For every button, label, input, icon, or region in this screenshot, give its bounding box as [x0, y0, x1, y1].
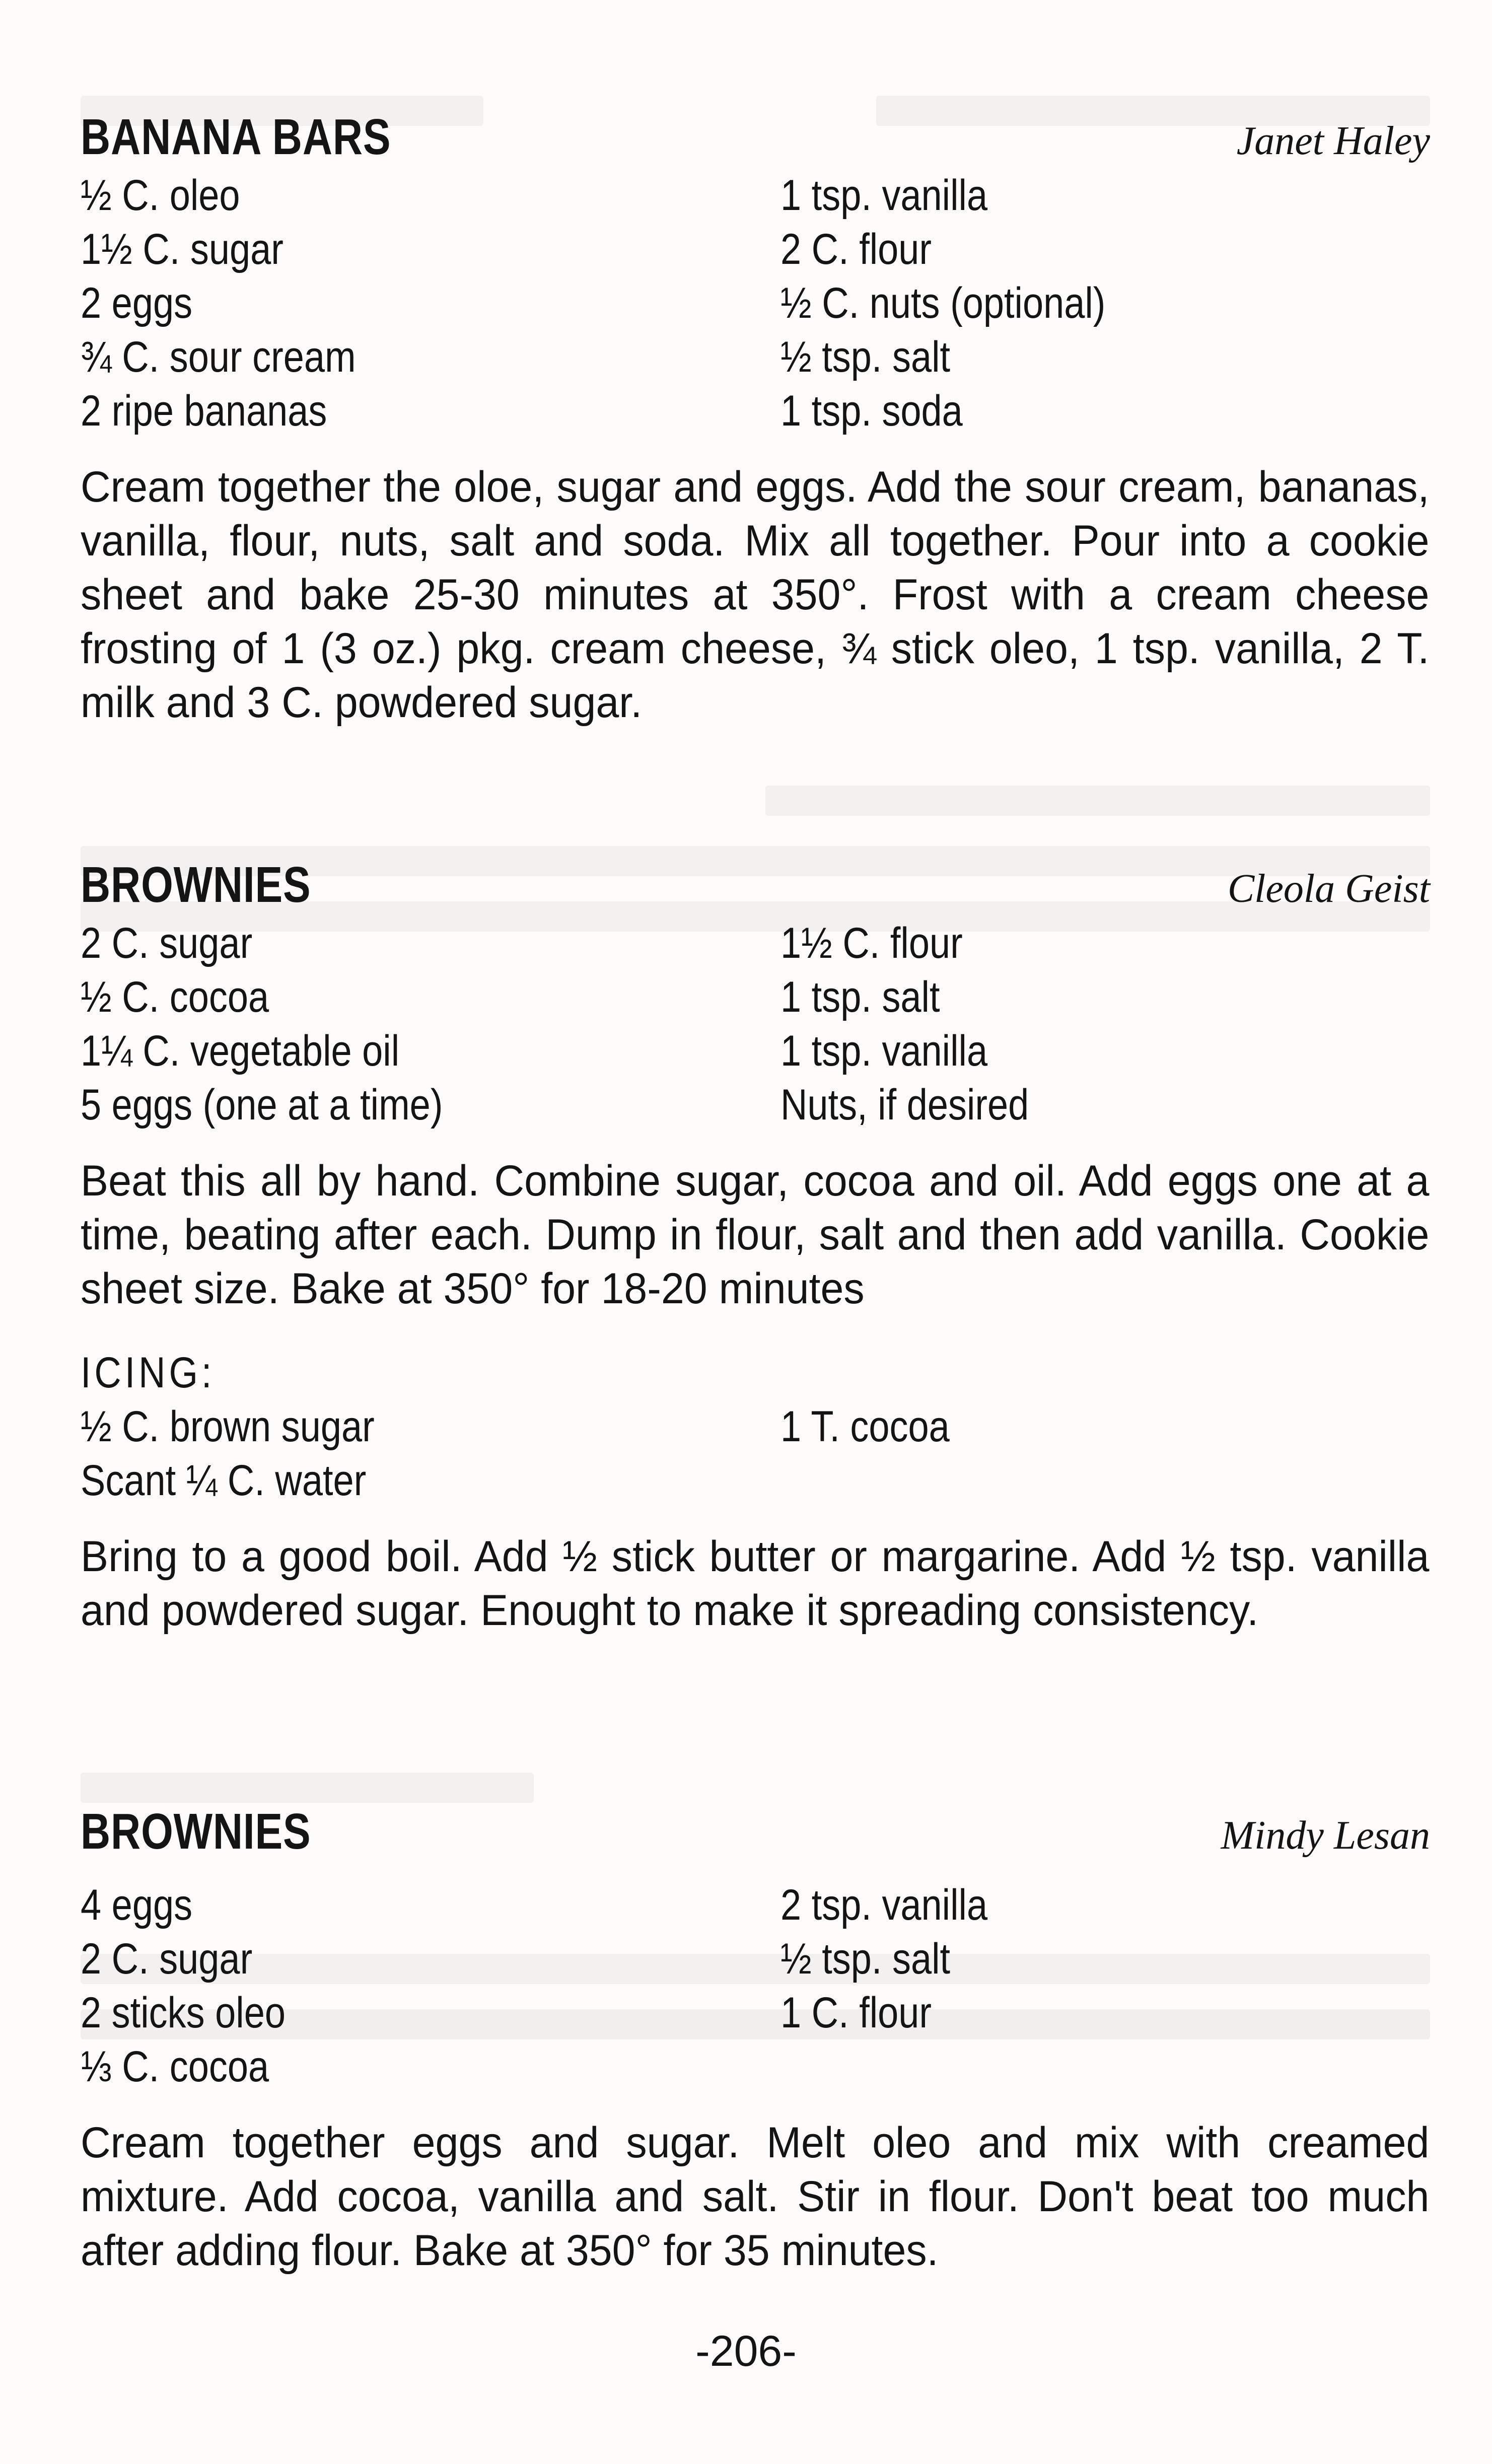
- recipe-title: BANANA BARS: [81, 109, 391, 165]
- recipe-instructions: Beat this all by hand. Combine sugar, cocoa and oil. Add eggs one at a time, beating after each. Dump in flour, salt and then add vanilla. Cookie sheet size. Bake at 350° for 18-20 minutes: [81, 1157, 1430, 1313]
- ingredient: 1½ C. flour: [780, 919, 963, 967]
- ingredient: 4 eggs: [81, 1881, 193, 1929]
- ingredient: 1 tsp. soda: [780, 387, 963, 435]
- ingredient: Scant ¼ C. water: [81, 1456, 367, 1505]
- ingredient: 1 tsp. vanilla: [780, 1027, 988, 1075]
- ingredient: 2 C. flour: [780, 225, 932, 273]
- ingredient: ½ C. nuts (optional): [780, 279, 1106, 327]
- page-number: -206-: [695, 2327, 797, 2375]
- icing-heading: ICING:: [81, 1349, 216, 1397]
- ingredient-list: [81, 1878, 1430, 2094]
- ingredient: 2 C. sugar: [81, 919, 253, 967]
- ingredient: ¾ C. sour cream: [81, 333, 356, 381]
- recipe-banana-bars: [81, 108, 1430, 730]
- ingredient: 1¼ C. vegetable oil: [81, 1027, 400, 1075]
- ingredient: ⅓ C. cocoa: [81, 2043, 269, 2091]
- ingredient: 1 tsp. salt: [780, 973, 940, 1021]
- recipe-author: Mindy Lesan: [1221, 1813, 1430, 1858]
- ingredient: ½ tsp. salt: [780, 333, 951, 381]
- recipe-author: Janet Haley: [1236, 119, 1430, 163]
- ingredient-list: [81, 169, 1430, 438]
- ingredient: 2 sticks oleo: [81, 1989, 286, 2037]
- recipe-author: Cleola Geist: [1227, 867, 1430, 911]
- ingredient: ½ tsp. salt: [780, 1935, 951, 1983]
- ingredient: 2 C. sugar: [81, 1935, 253, 1983]
- ingredient: 1½ C. sugar: [81, 225, 283, 273]
- ingredient: Nuts, if desired: [780, 1081, 1029, 1129]
- ingredient-list: [81, 917, 1430, 1132]
- recipe-instructions: Cream together eggs and sugar. Melt oleo and mix with creamed mixture. Add cocoa, vanilla and salt. Stir in flour. Don't beat too much after adding flour. Bake at 350° for 35 minutes.: [81, 2119, 1430, 2275]
- ingredient: 2 tsp. vanilla: [780, 1881, 988, 1929]
- recipe-brownies-geist: [81, 856, 1430, 1638]
- ingredient: 2 ripe bananas: [81, 387, 327, 435]
- ingredient: 5 eggs (one at a time): [81, 1081, 443, 1129]
- ingredient: 1 T. cocoa: [780, 1402, 950, 1451]
- ingredient: 1 C. flour: [780, 1989, 932, 2037]
- recipe-title: BROWNIES: [81, 857, 311, 913]
- ingredient: 2 eggs: [81, 279, 193, 327]
- recipe-title: BROWNIES: [81, 1803, 311, 1860]
- ingredient: 1 tsp. vanilla: [780, 171, 988, 220]
- ingredient: ½ C. oleo: [81, 171, 240, 220]
- ingredient: ½ C. brown sugar: [81, 1402, 375, 1451]
- icing-ingredient-list: [81, 1400, 1430, 1508]
- ingredient: ½ C. cocoa: [81, 973, 269, 1021]
- icing-instructions: Bring to a good boil. Add ½ stick butter or margarine. Add ½ tsp. vanilla and powdered sugar. Enought to make it spreading consistency.: [81, 1532, 1430, 1635]
- recipe-instructions: Cream together the oloe, sugar and eggs. Add the sour cream, bananas, vanilla, flour, nuts, salt and soda. Mix all together. Pour into a cookie sheet and bake 25-30 minutes at 350°. Frost with a cream cheese frosting of 1 (3 oz.) pkg. cream cheese, ¾ stick oleo, 1 tsp. vanilla, 2 T. milk and 3 C. powdered sugar.: [81, 463, 1430, 727]
- recipe-brownies-lesan: [81, 1803, 1430, 2278]
